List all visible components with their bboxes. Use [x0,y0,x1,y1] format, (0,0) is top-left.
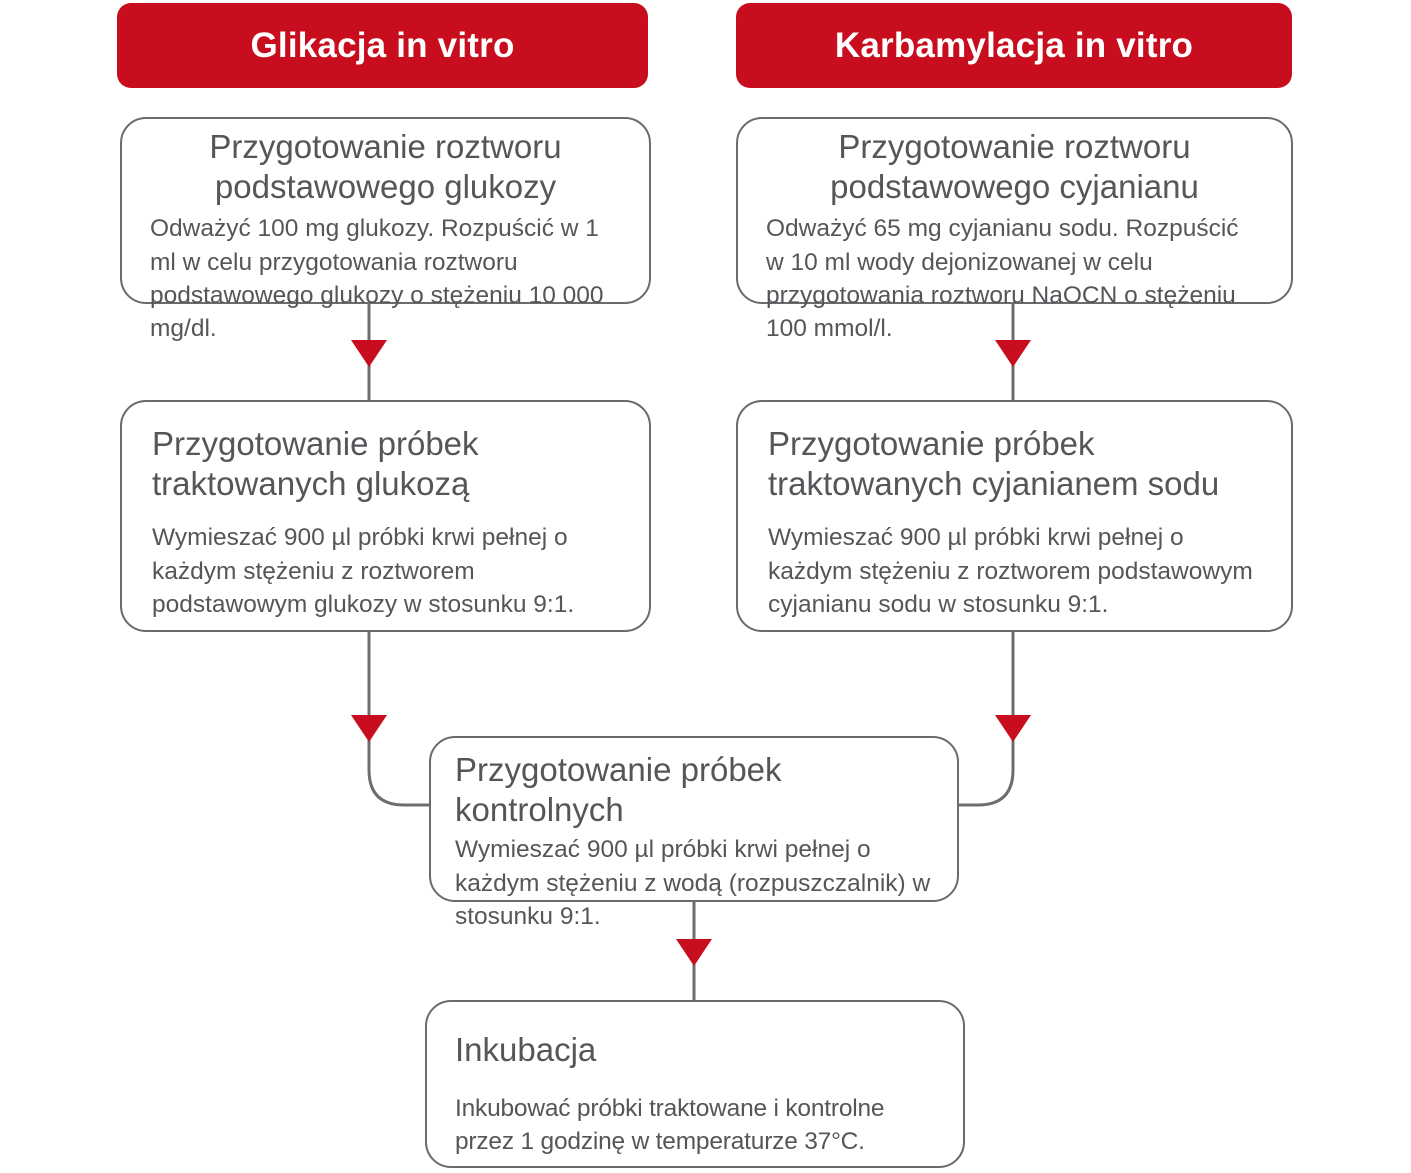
step-body: Odważyć 65 mg cyjanianu sodu. Rozpuścić w 10 ml wody dejonizowanej w celu przygotowania roztworu NaOCN o stężeniu 100 mmol/l. [766,215,1239,343]
step-title: Inkubacja [455,1031,597,1068]
step-body: Wymieszać 900 µl próbki krwi pełnej o każdym stężeniu z wodą (rozpuszczalnik) w stosunku 9:1. [455,836,931,930]
arrow-down-icon [995,715,1031,742]
step-title: Przygotowanie próbek traktowanych glukozą [152,425,479,502]
arrow-down-icon [676,939,712,966]
header-glycation-in-vitro: Glikacja in vitro [117,3,648,88]
step-box-cyanate-treated-samples [736,400,1293,632]
step-box-glucose-treated-samples [120,400,651,632]
step-title: Przygotowanie próbek kontrolnych [455,751,782,828]
step-title: Przygotowanie roztworu podstawowego glukozy [209,128,562,205]
step-box-cyanate-stock-solution [736,117,1293,343]
step-body: Inkubować próbki traktowane i kontrolne przez 1 godzinę w temperaturze 37°C. [455,1094,885,1155]
arrow-down-icon [351,715,387,742]
header-carbamylation-in-vitro: Karbamylacja in vitro [736,3,1292,88]
step-title: Przygotowanie próbek traktowanych cyjanianem sodu [768,425,1220,502]
step-body: Odważyć 100 mg glukozy. Rozpuścić w 1 ml w celu przygotowania roztworu podstawowego glukozy o stężeniu 10 000 mg/dl. [150,215,604,343]
step-title: Przygotowanie roztworu podstawowego cyjanianu [830,128,1199,205]
step-box-control-samples [429,736,959,930]
step-body: Wymieszać 900 µl próbki krwi pełnej o każdym stężeniu z roztworem podstawowym glukozy w stosunku 9:1. [152,524,575,618]
step-box-incubation [425,1000,965,1168]
step-body: Wymieszać 900 µl próbki krwi pełnej o każdym stężeniu z roztworem podstawowym cyjanianu sodu w stosunku 9:1. [768,524,1253,618]
step-box-glucose-stock-solution [120,117,651,343]
